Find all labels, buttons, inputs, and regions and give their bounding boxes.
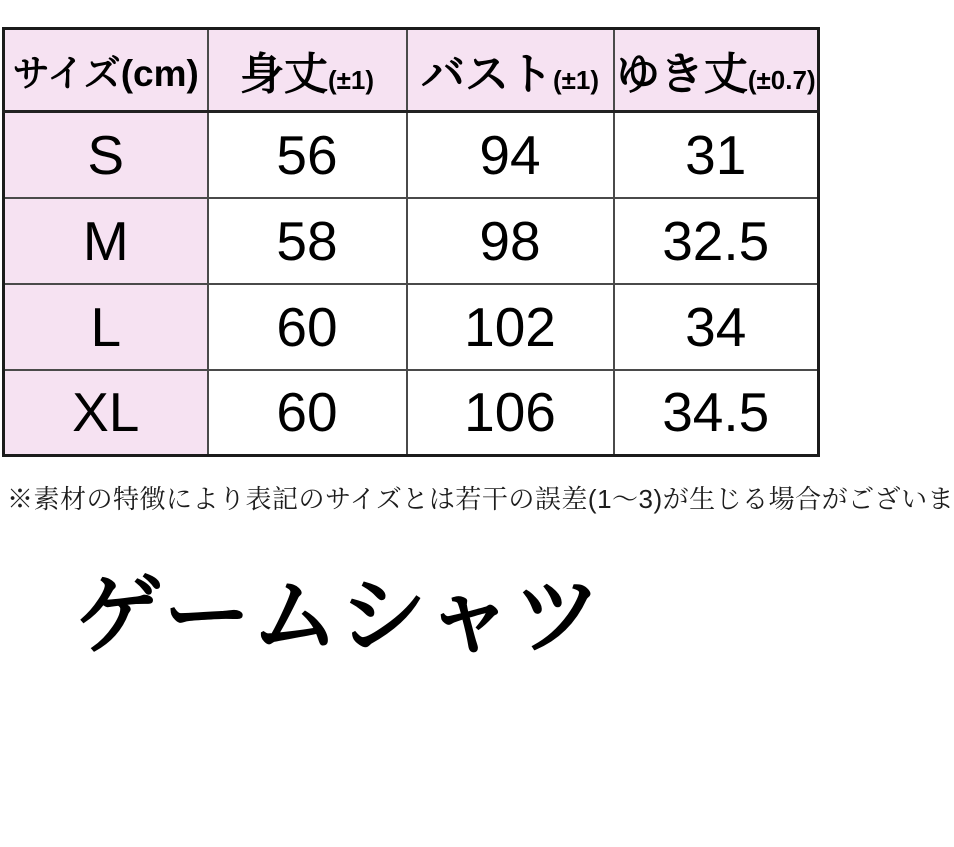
header-sleeve-length-tolerance: (±0.7)	[747, 65, 816, 95]
table-row-m	[4, 198, 819, 284]
size-cell: S	[4, 112, 208, 198]
size-chart-table	[2, 27, 820, 457]
value-cell: 34	[614, 284, 819, 370]
product-title: ゲームシャツ	[75, 566, 602, 665]
header-sleeve-length-label: ゆき丈	[615, 50, 748, 99]
value-cell: 98	[407, 198, 614, 284]
table-row-s	[4, 112, 819, 198]
header-body-length-tolerance: (±1)	[327, 65, 375, 95]
value-cell: 60	[208, 370, 407, 456]
header-sleeve-length	[614, 29, 819, 112]
table-row-l	[4, 284, 819, 370]
size-cell: L	[4, 284, 208, 370]
material-tolerance-note: ※素材の特徴により表記のサイズとは若干の誤差(1～3)が生じる場合がございま	[7, 484, 954, 514]
size-chart-header-row	[4, 29, 819, 112]
table-row-xl	[4, 370, 819, 456]
value-cell: 60	[208, 284, 407, 370]
value-cell: 102	[407, 284, 614, 370]
header-size-label: サイズ(cm)	[12, 53, 199, 94]
value-cell: 31	[614, 112, 819, 198]
header-bust-tolerance: (±1)	[552, 65, 600, 95]
header-body-length-label: 身丈	[239, 50, 328, 99]
value-cell: 32.5	[614, 198, 819, 284]
size-cell: M	[4, 198, 208, 284]
value-cell: 58	[208, 198, 407, 284]
value-cell: 56	[208, 112, 407, 198]
size-cell: XL	[4, 370, 208, 456]
header-body-length	[208, 29, 407, 112]
value-cell: 106	[407, 370, 614, 456]
value-cell: 94	[407, 112, 614, 198]
header-bust-label: バスト	[420, 50, 553, 99]
value-cell: 34.5	[614, 370, 819, 456]
header-size-column	[4, 29, 208, 112]
header-bust	[407, 29, 614, 112]
